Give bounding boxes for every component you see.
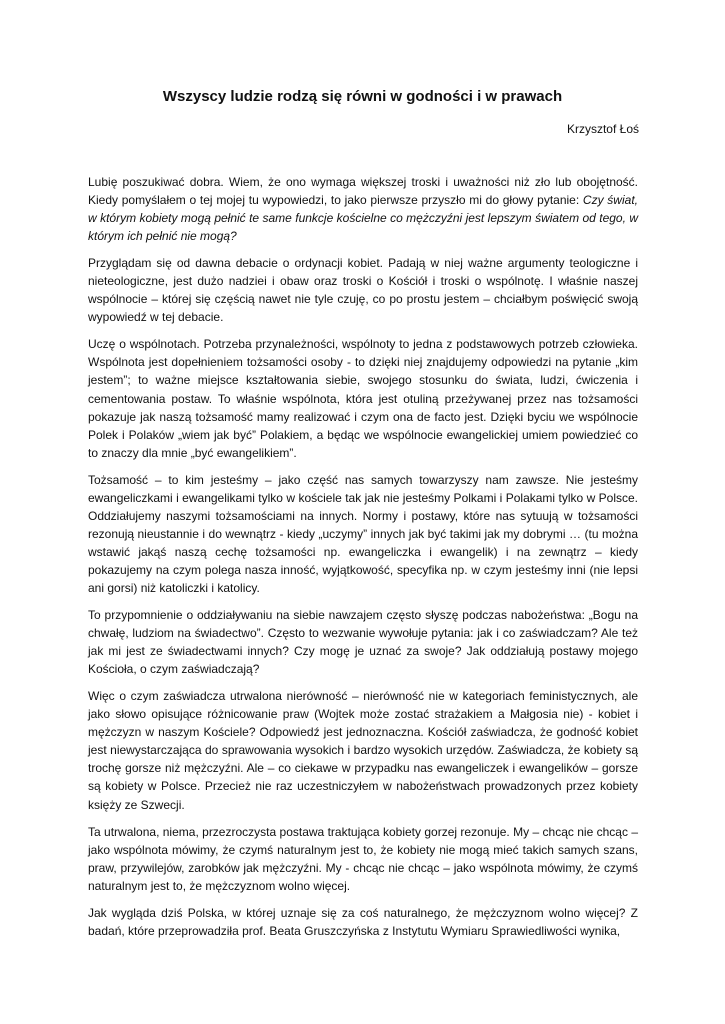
paragraph-1-text: Lubię poszukiwać dobra. Wiem, że ono wymaga większej troski i uważności niż zło lub obojętność. Kiedy pomyślałem o tej mojej tu wypowiedzi, to jako pierwsze przyszło mi do głowy pytanie: xyxy=(88,175,638,208)
paragraph-3: Uczę o wspólnotach. Potrzeba przynależności, wspólnoty to jedna z podstawowych potrzeb człowieka. Wspólnota jest dopełnieniem tożsamości osoby - to dzięki niej znajdujemy odpowiedzi na pytanie „kim jestem”; to ważne miejsce kształtowania siebie, swojego stosunku do świata, ludzi, ćwiczenia i cementowania postaw. To właśnie wspólnota, która jest otuliną przeżywanej przez nas tożsamości pokazuje jak naszą tożsamość mamy realizować i czym ona de facto jest. Dzięki byciu we wspólnocie Polek i Polaków „wiem jak być” Polakiem, a będąc we wspólnocie ewangelickiej umiem powiedzieć co to znaczy dla mnie „być ewangelikiem”. xyxy=(88,337,638,460)
paragraph-2: Przyglądam się od dawna debacie o ordynacji kobiet. Padają w niej ważne argumenty teologiczne i nieteologiczne, jest dużo nadziei i obaw oraz troski o Kościół i troski o wspólnotę. I właśnie naszej wspólnocie – której się częścią nawet nie tyle czuję, co po prostu jestem – chciałbym poświęcić swoją wypowiedź w tej debacie. xyxy=(88,256,638,325)
author-name: Krzysztof Łoś xyxy=(566,122,639,136)
paragraph-7: Ta utrwalona, niema, przezroczysta postawa traktująca kobiety gorzej rezonuje. My – chcąc nie chcąc – jako wspólnota mówimy, że czymś naturalnym jest to, że kobiety nie mogą mieć takich samych szans, praw, przywilejów, zarobków jak mężczyźni. My - chcąc nie chcąc – jako wspólnota mówimy, że czymś naturalnym jest to, że mężczyznom wolno więcej. xyxy=(88,824,638,893)
paragraph-4: Tożsamość – to kim jesteśmy – jako część nas samych towarzyszy nam zawsze. Nie jesteśmy ewangeliczkami i ewangelikami tylko w kościele tak jak nie jesteśmy Polkami i Polakami tylko w Polsce. Oddziałujemy naszymi tożsamościami na innych. Normy i postawy, które nas sytuują w tożsamości rezonują nieustannie i do wewnątrz - kiedy „uczymy” innych jak być takimi jak my dobrymi … (tu można wstawić jakąś naszą cechę tożsamości np. ewangeliczka i ewangelik) i na zewnątrz – kiedy pokazujemy na czym polega nasza inność, wyjątkowość, specyfika np. w czym jesteśmy inni (nie lepsi ani gorsi) niż katoliczki i katolicy. xyxy=(88,472,638,595)
paragraph-1-question: Czy świat, w którym kobiety mogą pełnić te same funkcje kościelne co mężczyźni jest lepszym światem od tego, w którym ich pełnić nie mogą? xyxy=(88,193,638,244)
paragraph-5: To przypomnienie o oddziaływaniu na siebie nawzajem często słyszę podczas nabożeństwa: „Bogu na chwałę, ludziom na świadectwo”. Często to wezwanie wywołuje pytania: jak i co zaświadczam? Ale też jak mi jest ze świadectwami innych? Czy mogę je uznać za swoje? Jak oddziałują postawy mojego Kościoła, o czym zaświadczają? xyxy=(88,608,638,677)
article-body xyxy=(88,173,638,949)
document-title: Wszyscy ludzie rodzą się równi w godności i w prawach xyxy=(162,88,563,105)
paragraph-1 xyxy=(88,173,638,245)
paragraph-8: Jak wygląda dziś Polska, w której uznaje się za coś naturalnego, że mężczyznom wolno więcej? Z badań, które przeprowadziła prof. Beata Gruszczyńska z Instytutu Wymiaru Sprawiedliwości wynika, xyxy=(88,905,638,938)
paragraph-6: Więc o czym zaświadcza utrwalona nierówność – nierówność nie w kategoriach feministycznych, ale jako słowo opisujące różnicowanie praw (Wojtek może zostać strażakiem a Małgosia nie) - kobiet i mężczyzn w naszym Kościele? Odpowiedź jest jednoznaczna. Kościół zaświadcza, że godność kobiet jest niewystarczająca do sprawowania wysokich i bardzo wysokich urzędów. Zaświadcza, że kobiety są trochę gorsze niż mężczyźni. Ale – co ciekawe w przypadku nas ewangeliczek i ewangelików – gorsze są kobiety w Polsce. Przecież nie raz uczestniczyłem w nabożeństwach prowadzonych przez kobiety księży ze Szwecji. xyxy=(88,689,638,812)
